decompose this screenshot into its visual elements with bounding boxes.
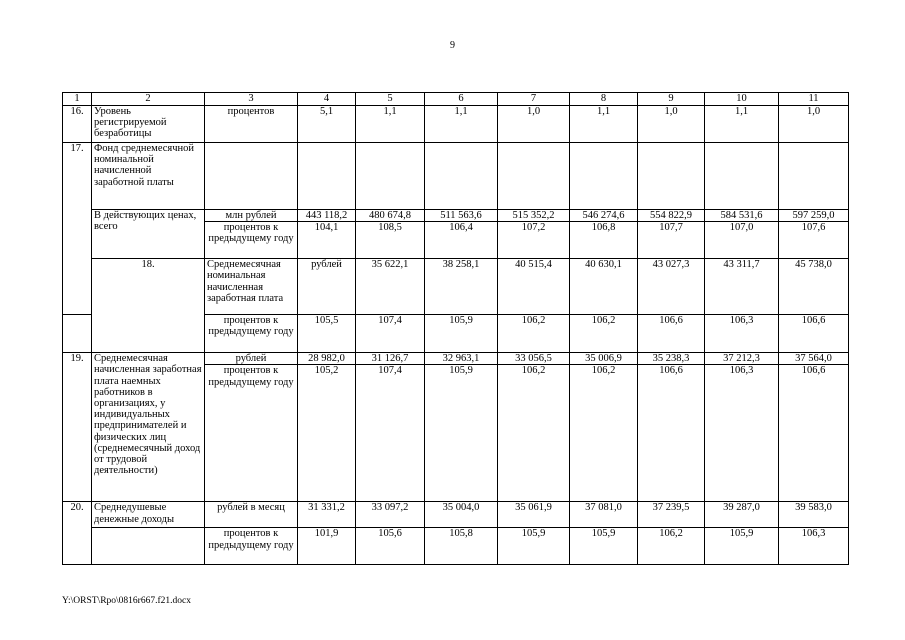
value-cell: 106,2	[498, 315, 570, 353]
value-cell: 31 126,7	[356, 353, 425, 365]
value-cell: 37 081,0	[570, 502, 638, 528]
value-cell: 104,1	[298, 222, 356, 259]
value-cell: 35 061,9	[498, 502, 570, 528]
value-cell: 35 238,3	[638, 353, 705, 365]
unit-cell: процентов к предыдущему году	[205, 222, 298, 259]
row-number: 16.	[63, 106, 92, 143]
value-cell: 35 622,1	[356, 259, 425, 315]
value-cell: 43 311,7	[705, 259, 779, 315]
value-cell: 5,1	[298, 106, 356, 143]
value-cell: 37 212,3	[705, 353, 779, 365]
row-number: 20.	[63, 502, 92, 565]
table-row	[63, 528, 849, 565]
value-cell: 105,8	[425, 528, 498, 565]
header-cell: 8	[570, 93, 638, 106]
value-cell: 31 331,2	[298, 502, 356, 528]
value-cell: 108,5	[356, 222, 425, 259]
value-cell: 105,9	[425, 315, 498, 353]
unit-cell: рублей	[205, 353, 298, 365]
value-cell: 105,5	[298, 315, 356, 353]
value-cell: 43 027,3	[638, 259, 705, 315]
value-cell: 105,9	[570, 528, 638, 565]
value-cell: 107,4	[356, 365, 425, 502]
header-cell: 7	[498, 93, 570, 106]
unit-cell: процентов к предыдущему году	[205, 365, 298, 502]
table-row	[63, 106, 849, 143]
header-cell: 10	[705, 93, 779, 106]
value-cell: 28 982,0	[298, 353, 356, 365]
value-cell: 106,2	[498, 365, 570, 502]
value-cell: 37 239,5	[638, 502, 705, 528]
value-cell: 106,2	[638, 528, 705, 565]
value-cell	[425, 143, 498, 210]
indicator-label: Уровень регистрируемой безработицы	[92, 106, 205, 143]
value-cell: 33 056,5	[498, 353, 570, 365]
value-cell: 584 531,6	[705, 210, 779, 222]
value-cell: 107,7	[638, 222, 705, 259]
indicator-label: Среднемесячная начисленная заработная плата наемных работников в организациях, у индивидуальных предпринимателей и физических лиц (среднемесячный доход от трудовой деятельности)	[92, 353, 205, 502]
value-cell: 105,9	[425, 365, 498, 502]
document-path: Y:\ORST\Rpo\0816r667.f21.docx	[62, 596, 191, 606]
value-cell: 106,6	[638, 315, 705, 353]
value-cell: 39 287,0	[705, 502, 779, 528]
value-cell: 1,1	[570, 106, 638, 143]
value-cell	[638, 143, 705, 210]
value-cell: 1,1	[705, 106, 779, 143]
value-cell: 106,2	[570, 365, 638, 502]
value-cell: 107,4	[356, 315, 425, 353]
value-cell: 45 738,0	[779, 259, 849, 315]
indicator-label	[92, 528, 205, 565]
value-cell: 106,6	[638, 365, 705, 502]
value-cell: 105,6	[356, 528, 425, 565]
value-cell	[298, 143, 356, 210]
value-cell: 480 674,8	[356, 210, 425, 222]
row-number: 19.	[63, 353, 92, 502]
value-cell: 515 352,2	[498, 210, 570, 222]
value-cell: 443 118,2	[298, 210, 356, 222]
value-cell: 33 097,2	[356, 502, 425, 528]
table-row	[63, 210, 849, 222]
value-cell: 107,2	[498, 222, 570, 259]
table-row	[63, 502, 849, 528]
value-cell: 106,6	[779, 365, 849, 502]
header-cell: 2	[92, 93, 205, 106]
indicator-label	[63, 315, 92, 353]
unit-cell: млн рублей	[205, 210, 298, 222]
value-cell: 106,3	[705, 365, 779, 502]
unit-cell	[205, 143, 298, 210]
header-row	[63, 93, 849, 106]
value-cell: 1,0	[638, 106, 705, 143]
value-cell: 105,9	[705, 528, 779, 565]
unit-cell: процентов к предыдущему году	[205, 315, 298, 353]
table-row	[63, 353, 849, 365]
value-cell: 38 258,1	[425, 259, 498, 315]
value-cell: 106,8	[570, 222, 638, 259]
indicator-label: Среднедушевые денежные доходы	[92, 502, 205, 528]
value-cell	[498, 143, 570, 210]
indicator-label: В действующих ценах, всего	[92, 210, 205, 259]
value-cell: 1,0	[498, 106, 570, 143]
unit-cell: рублей	[298, 259, 356, 315]
value-cell: 1,1	[356, 106, 425, 143]
table-row	[63, 259, 849, 315]
indicators-table	[62, 92, 849, 565]
row-number: 17.	[63, 143, 92, 315]
value-cell: 511 563,6	[425, 210, 498, 222]
header-cell: 11	[779, 93, 849, 106]
value-cell: 1,0	[779, 106, 849, 143]
value-cell: 105,9	[498, 528, 570, 565]
value-cell	[705, 143, 779, 210]
value-cell: 106,3	[779, 528, 849, 565]
value-cell: 105,2	[298, 365, 356, 502]
header-cell: 6	[425, 93, 498, 106]
value-cell: 106,2	[570, 315, 638, 353]
value-cell: 107,6	[779, 222, 849, 259]
unit-cell: процентов к предыдущему году	[205, 528, 298, 565]
value-cell: 101,9	[298, 528, 356, 565]
header-cell: 9	[638, 93, 705, 106]
unit-cell: рублей в месяц	[205, 502, 298, 528]
value-cell: 597 259,0	[779, 210, 849, 222]
value-cell: 107,0	[705, 222, 779, 259]
header-cell: 5	[356, 93, 425, 106]
value-cell: 546 274,6	[570, 210, 638, 222]
value-cell: 32 963,1	[425, 353, 498, 365]
value-cell	[570, 143, 638, 210]
table-row	[63, 143, 849, 210]
value-cell	[356, 143, 425, 210]
value-cell: 106,3	[705, 315, 779, 353]
unit-cell: процентов	[205, 106, 298, 143]
header-cell: 4	[298, 93, 356, 106]
value-cell: 106,6	[779, 315, 849, 353]
value-cell: 40 515,4	[498, 259, 570, 315]
value-cell: 1,1	[425, 106, 498, 143]
header-cell: 3	[205, 93, 298, 106]
value-cell: 39 583,0	[779, 502, 849, 528]
value-cell: 554 822,9	[638, 210, 705, 222]
value-cell: 106,4	[425, 222, 498, 259]
value-cell: 37 564,0	[779, 353, 849, 365]
value-cell: 35 006,9	[570, 353, 638, 365]
indicator-label: Фонд среднемесячной номинальной начисленной заработной платы	[92, 143, 205, 210]
value-cell	[779, 143, 849, 210]
page-number: 9	[450, 40, 455, 51]
header-cell: 1	[63, 93, 92, 106]
value-cell: 40 630,1	[570, 259, 638, 315]
value-cell: 35 004,0	[425, 502, 498, 528]
indicator-label: Среднемесячная номинальная начисленная заработная плата	[205, 259, 298, 315]
row-number: 18.	[92, 259, 205, 353]
